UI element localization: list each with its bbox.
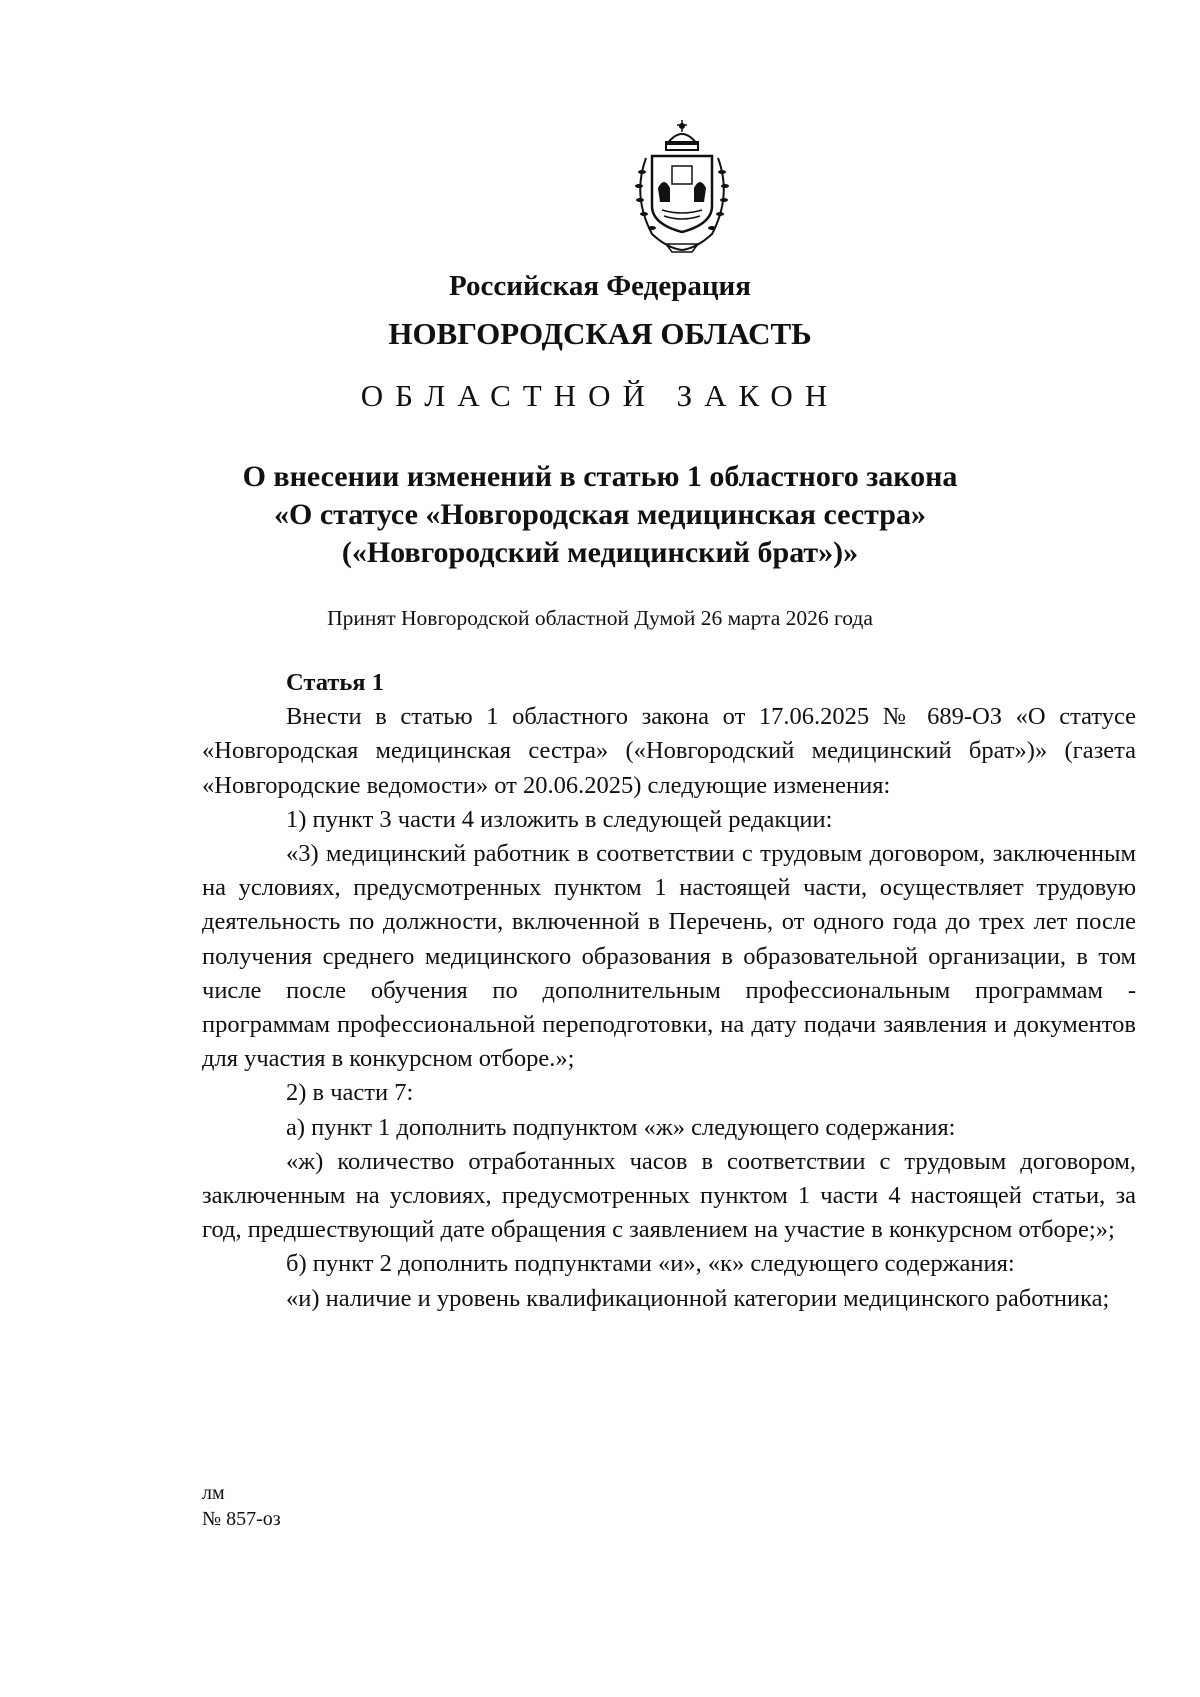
- law-title: [0, 458, 1200, 572]
- article-paragraph: «ж) количество отработанных часов в соответствии с трудовым договором, заключенным на условиях, предусмотренных пунктом 1 части 4 настоящей статьи, за год, предшествующий дате обращения с заявлением на участие в конкурсном отборе;»;: [202, 1147, 1136, 1244]
- country-heading: Российская Федерация: [449, 270, 751, 302]
- article-paragraph: 2) в части 7:: [286, 1079, 414, 1107]
- law-title-line: «О статусе «Новгородская медицинская сестра»: [274, 498, 926, 531]
- article-paragraph: Внести в статью 1 областного закона от 17.06.2025 № 689-ОЗ «О статусе «Новгородская медицинская сестра» («Новгородский медицинский брат»)» (газета «Новгородские ведомости» от 20.06.2025) следующие изменения:: [202, 703, 1136, 799]
- coat-of-arms-icon: [622, 116, 742, 256]
- document-footer: [202, 1480, 281, 1532]
- article-paragraph: а) пункт 1 дополнить подпунктом «ж» следующего содержания:: [286, 1113, 956, 1141]
- adoption-note: Принят Новгородской областной Думой 26 марта 2026 года: [327, 606, 873, 630]
- article-heading: Статья 1: [286, 669, 384, 696]
- article-paragraph: б) пункт 2 дополнить подпунктами «и», «к» следующего содержания:: [286, 1250, 1015, 1278]
- region-heading: НОВГОРОДСКАЯ ОБЛАСТЬ: [388, 316, 812, 351]
- footer-number: № 857-оз: [202, 1508, 281, 1530]
- law-title-line: («Новгородский медицинский брат»)»: [341, 536, 859, 569]
- article-paragraph: «и) наличие и уровень квалификационной категории медицинского работника;: [286, 1284, 1110, 1312]
- article-paragraph: 1) пункт 3 части 4 изложить в следующей редакции:: [286, 805, 833, 833]
- article-paragraph: «3) медицинский работник в соответствии с трудовым договором, заключенным на условиях, предусмотренных пунктом 1 настоящей части, осуществляет трудовую деятельность по должности, включенной в Перечень, от одного года до трех лет после получения среднего медицинского образования в образовательной организации, в том числе после обучения по дополнительным профессиональным программам - программам профессиональной переподготовки, на дату подачи заявления и документов для участия в конкурсном отборе.»;: [202, 840, 1136, 1073]
- law-type-heading: ОБЛАСТНОЙ ЗАКОН: [360, 378, 840, 413]
- law-title-line: О внесении изменений в статью 1 областного закона: [242, 460, 958, 493]
- article-body: [202, 666, 1136, 1316]
- footer-initials: лм: [202, 1482, 225, 1504]
